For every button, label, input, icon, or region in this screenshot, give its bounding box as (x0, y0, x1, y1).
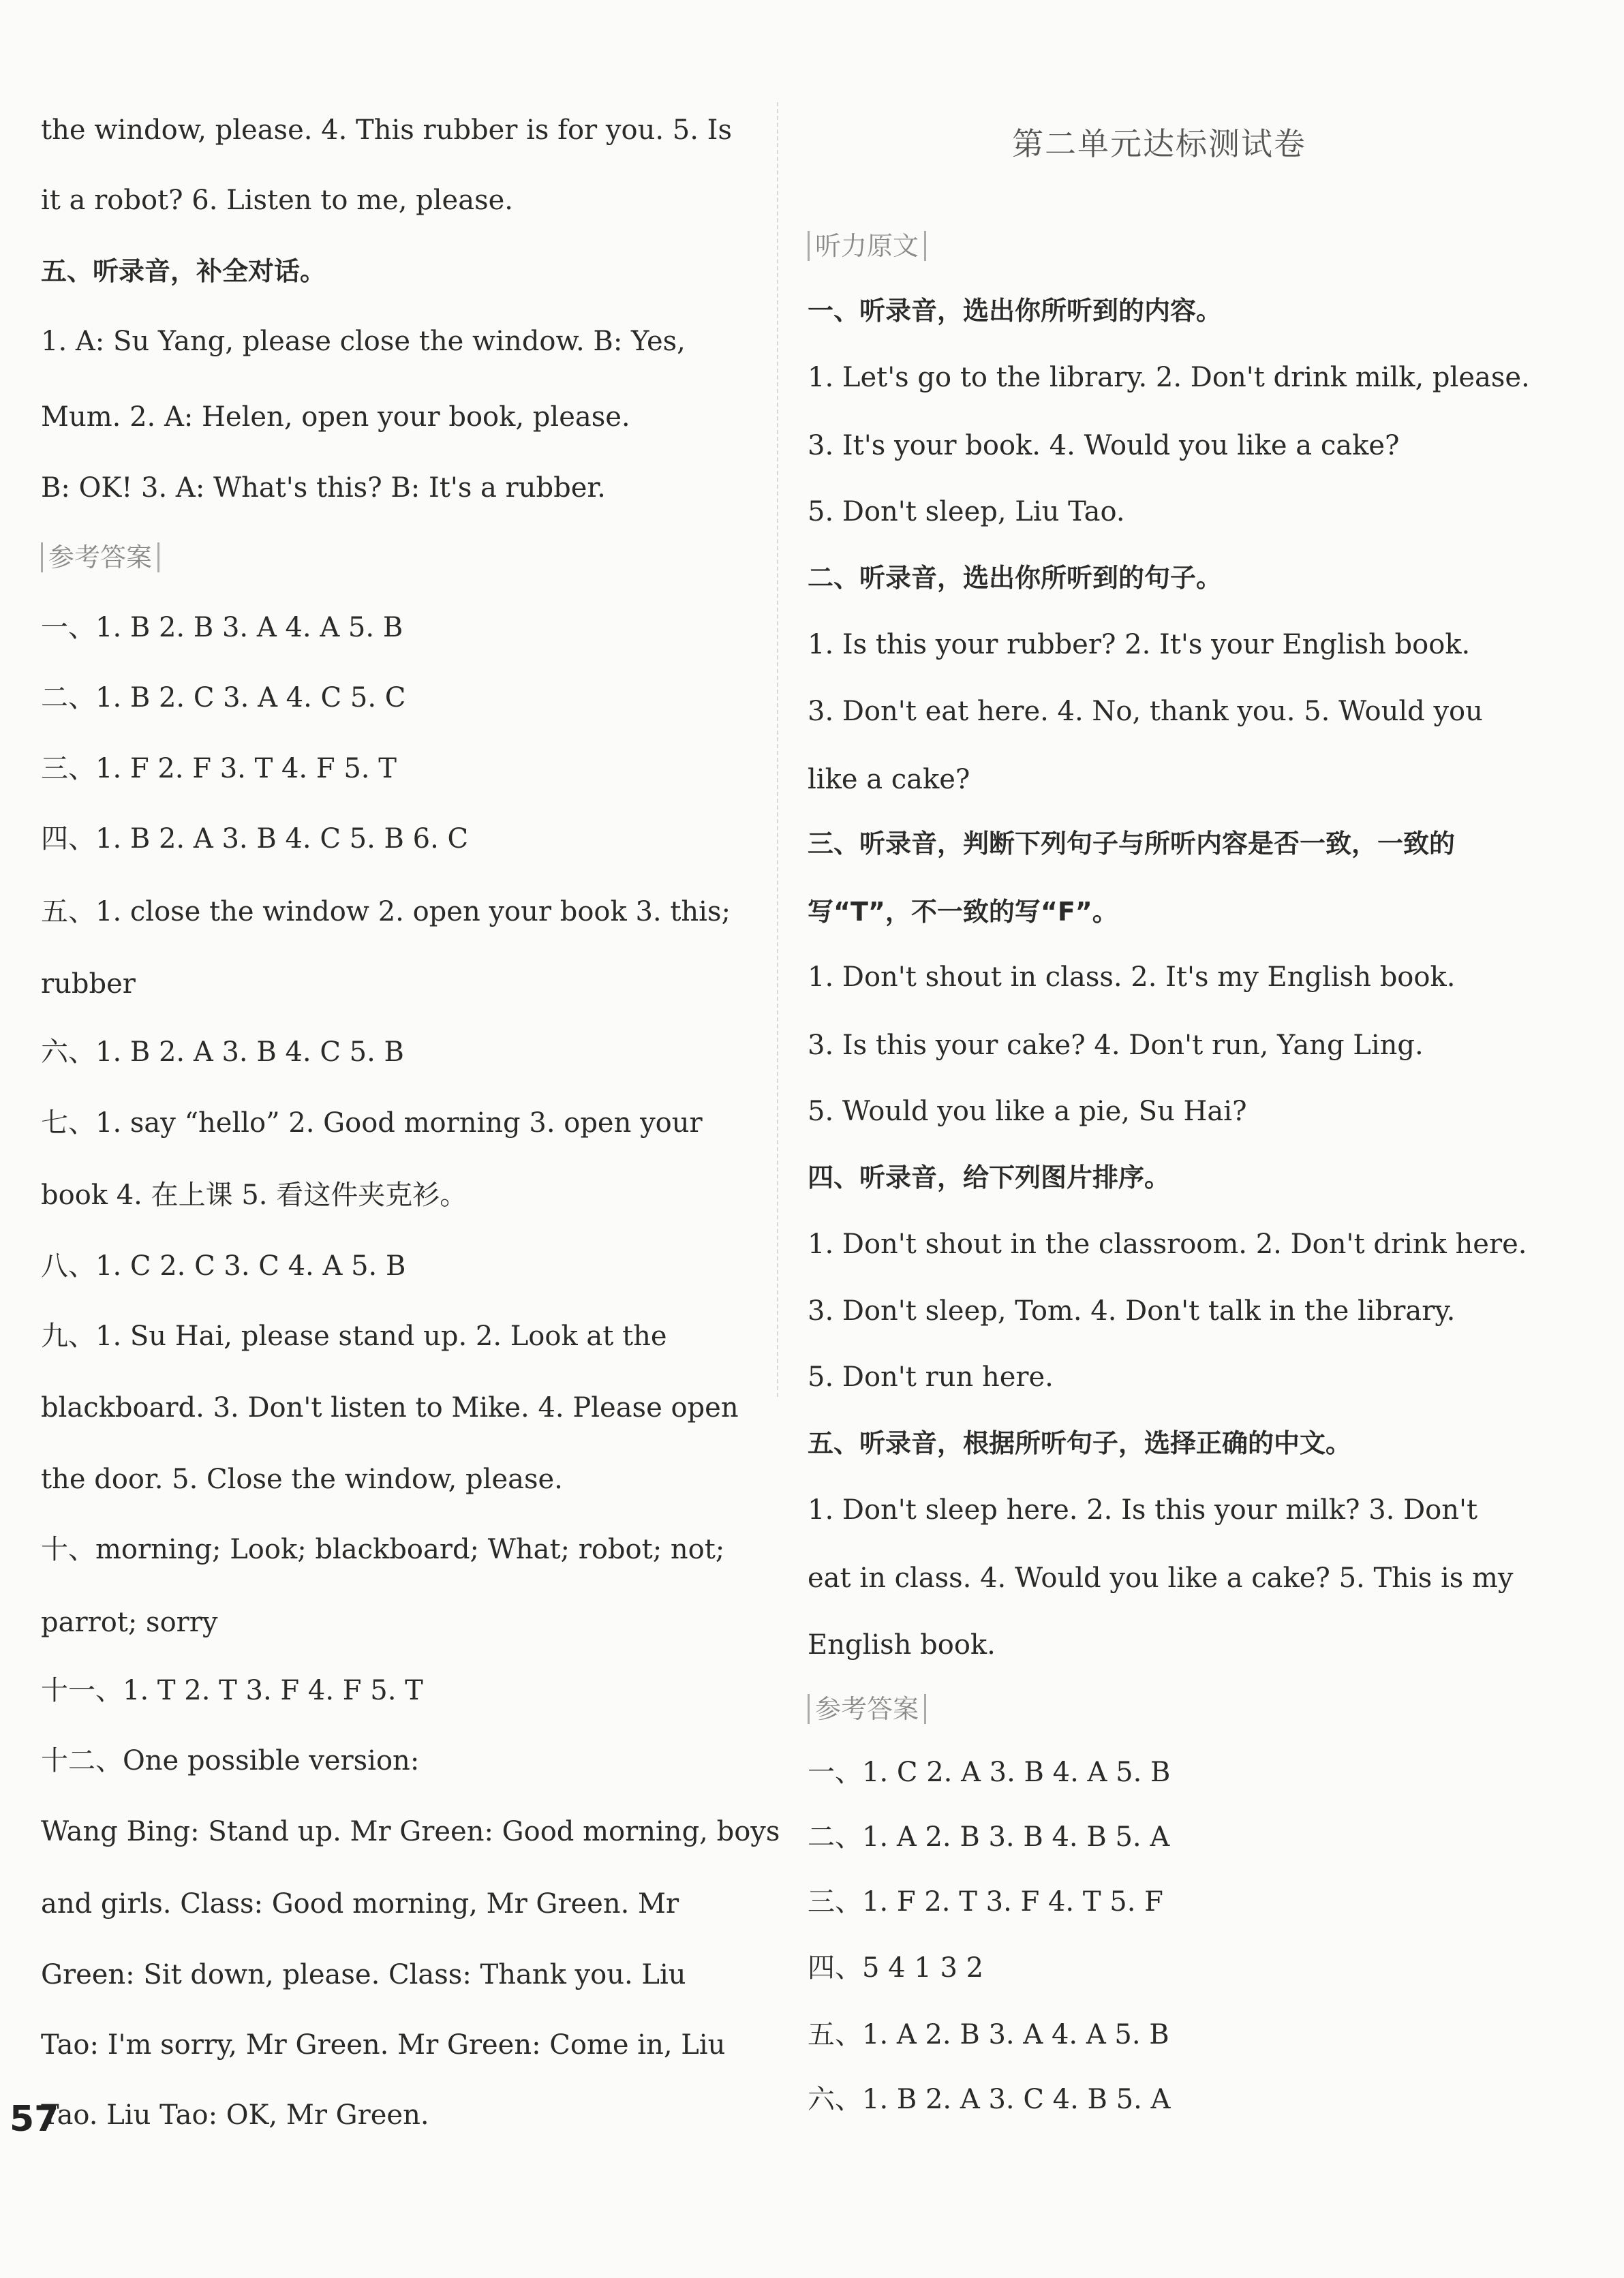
answer-line: 十二、One possible version: (41, 1745, 420, 1776)
text-line: 3. It's your book. 4. Would you like a cake? (808, 430, 1400, 461)
text-line: the window, please. 4. This rubber is for you. 5. Is (41, 114, 732, 146)
text-line: English book. (808, 1629, 996, 1661)
answer-tag (41, 540, 159, 575)
text-line: like a cake? (808, 764, 970, 795)
text-line: 1. Is this your rubber? 2. It's your English book. (808, 629, 1471, 660)
answer-line: 九、1. Su Hai, please stand up. 2. Look at the (41, 1321, 667, 1352)
answer-line: 十一、1. T 2. T 3. F 4. F 5. T (41, 1675, 423, 1706)
answer-tag-label: 参考答案 (41, 542, 159, 572)
text-line: 1. Don't shout in class. 2. It's my English book. (808, 961, 1456, 993)
answer-line: 四、5 4 1 3 2 (808, 1952, 984, 1984)
page-number: 57 (10, 2099, 59, 2140)
answer-line: 六、1. B 2. A 3. B 4. C 5. B (41, 1036, 404, 1068)
dialogue-line: and girls. Class: Good morning, Mr Green. Mr (41, 1888, 679, 1920)
answer-line: 十、morning; Look; blackboard; What; robot; not; (41, 1534, 725, 1565)
text-line: 1. Don't sleep here. 2. Is this your milk? 3. Don't (808, 1494, 1478, 1526)
section-heading: 五、听录音，根据所听句子，选择正确的中文。 (808, 1428, 1352, 1458)
answer-line: 五、1. close the window 2. open your book 3. this; (41, 896, 731, 927)
dialogue-line: Tao: I'm sorry, Mr Green. Mr Green: Come in, Liu (41, 2029, 726, 2061)
answer-line: 二、1. A 2. B 3. B 4. B 5. A (808, 1821, 1170, 1853)
section-heading: 二、听录音，选出你所听到的句子。 (808, 563, 1223, 593)
answer-line: rubber (41, 968, 136, 1000)
dialogue-line: Wang Bing: Stand up. Mr Green: Good morning, boys (41, 1816, 780, 1847)
answer-line: 一、1. B 2. B 3. A 4. A 5. B (41, 612, 403, 643)
section-heading: 四、听录音，给下列图片排序。 (808, 1163, 1171, 1192)
dialogue-line: Tao. Liu Tao: OK, Mr Green. (41, 2099, 429, 2131)
answer-line: the door. 5. Close the window, please. (41, 1464, 563, 1495)
answer-tag (808, 1691, 926, 1727)
column-divider (777, 102, 778, 1397)
text-line: 5. Would you like a pie, Su Hai? (808, 1096, 1247, 1127)
answer-line: 五、1. A 2. B 3. A 4. A 5. B (808, 2019, 1169, 2050)
text-line: 5. Don't sleep, Liu Tao. (808, 496, 1125, 527)
text-line: 1. Don't shout in the classroom. 2. Don't drink here. (808, 1229, 1527, 1260)
section-heading: 五、听录音，补全对话。 (41, 256, 326, 286)
answer-line: 三、1. F 2. F 3. T 4. F 5. T (41, 753, 397, 784)
text-line: 3. Is this your cake? 4. Don't run, Yang Ling. (808, 1030, 1424, 1061)
text-line: 1. A: Su Yang, please close the window. B: Yes, (41, 326, 686, 357)
answer-line: 七、1. say “hello” 2. Good morning 3. open your (41, 1107, 703, 1139)
text-line: 3. Don't sleep, Tom. 4. Don't talk in the library. (808, 1295, 1456, 1327)
section-heading: 三、听录音，判断下列句子与所听内容是否一致，一致的 (808, 829, 1456, 859)
answer-line: book 4. 在上课 5. 看这件夹克衫。 (41, 1180, 468, 1211)
transcript-tag-label: 听力原文 (808, 231, 926, 261)
answer-line: blackboard. 3. Don't listen to Mike. 4. Please open (41, 1392, 739, 1423)
answer-line: 六、1. B 2. A 3. C 4. B 5. A (808, 2084, 1171, 2115)
section-heading: 一、听录音，选出你所听到的内容。 (808, 296, 1223, 326)
text-line: 5. Don't run here. (808, 1361, 1054, 1393)
answer-line: 一、1. C 2. A 3. B 4. A 5. B (808, 1757, 1171, 1788)
section-heading: 写“T”，不一致的写“F”。 (808, 897, 1118, 927)
transcript-tag (808, 228, 926, 264)
text-line: 1. Let's go to the library. 2. Don't drink milk, please. (808, 362, 1530, 393)
answer-line: parrot; sorry (41, 1607, 218, 1638)
answer-line: 三、1. F 2. T 3. F 4. T 5. F (808, 1886, 1163, 1918)
text-line: eat in class. 4. Would you like a cake? 5. This is my (808, 1563, 1514, 1594)
answer-line: 二、1. B 2. C 3. A 4. C 5. C (41, 682, 406, 713)
answer-tag-label: 参考答案 (808, 1694, 926, 1724)
answer-line: 四、1. B 2. A 3. B 4. C 5. B 6. C (41, 823, 469, 855)
text-line: Mum. 2. A: Helen, open your book, please. (41, 401, 630, 433)
text-line: 3. Don't eat here. 4. No, thank you. 5. Would you (808, 696, 1483, 727)
text-line: it a robot? 6. Listen to me, please. (41, 185, 513, 216)
answer-line: 八、1. C 2. C 3. C 4. A 5. B (41, 1250, 406, 1282)
page-title: 第二单元达标测试卷 (1012, 125, 1306, 162)
text-line: B: OK! 3. A: What's this? B: It's a rubber. (41, 472, 606, 504)
dialogue-line: Green: Sit down, please. Class: Thank you. Liu (41, 1959, 686, 1990)
